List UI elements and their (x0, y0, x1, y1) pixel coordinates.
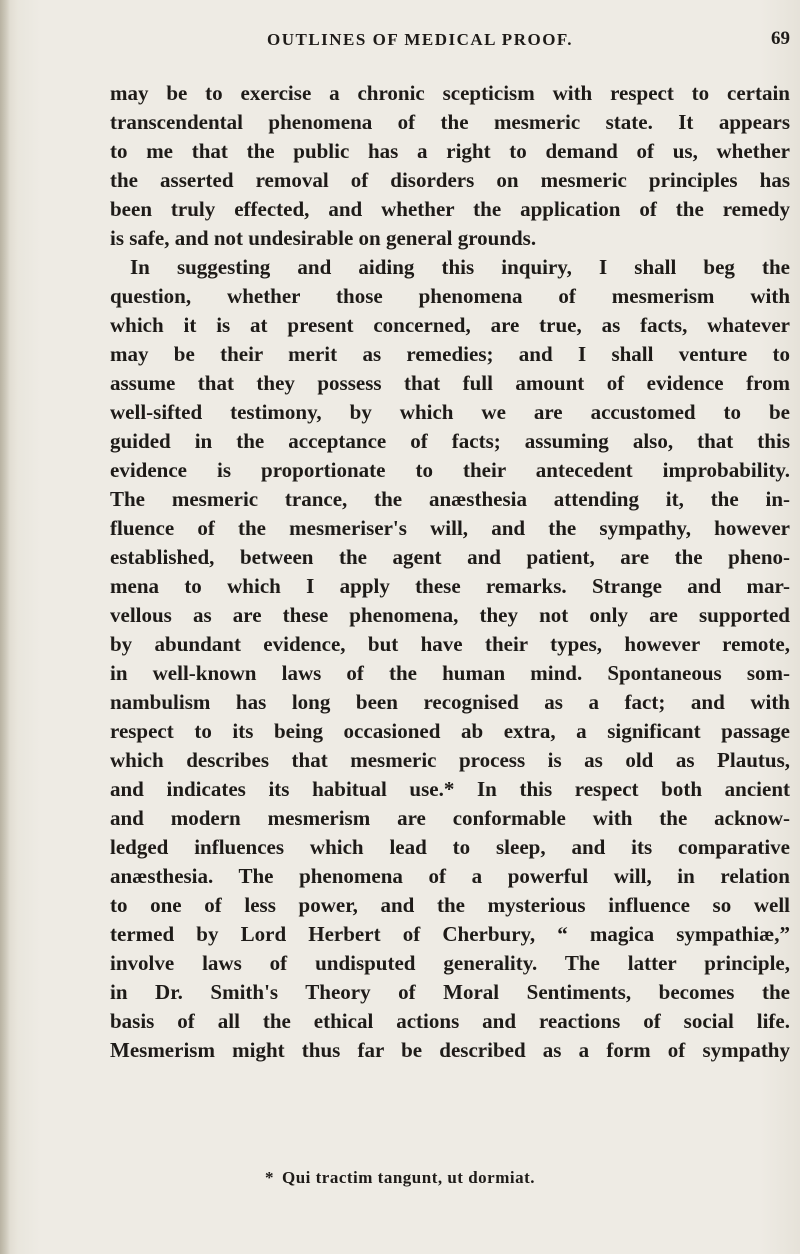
text-line: well-sifted testimony, by which we are accustomed to be (110, 400, 790, 424)
text-line: which describes that mesmeric process is as old as Plautus, (110, 748, 790, 772)
footnote-text: Qui tractim tangunt, ut dormiat. (281, 1168, 536, 1187)
text-line: Mesmerism might thus far be described as a form of sympathy (110, 1038, 790, 1062)
footnote (0, 1168, 800, 1194)
text-line: may be their merit as remedies; and I shall venture to (110, 342, 790, 366)
text-line: the asserted removal of disorders on mesmeric principles has (110, 168, 790, 192)
footnote-marker: * (264, 1168, 274, 1187)
text-line: to one of less power, and the mysterious influence so well (110, 893, 790, 917)
text-line: termed by Lord Herbert of Cherbury, “ magica sympathiæ,” (110, 922, 790, 946)
text-line: anæsthesia. The phenomena of a powerful will, in relation (110, 864, 790, 888)
text-line: guided in the acceptance of facts; assuming also, that this (110, 429, 790, 453)
text-line: in Dr. Smith's Theory of Moral Sentiments, becomes the (110, 980, 790, 1004)
running-head (100, 22, 790, 62)
text-line: is safe, and not undesirable on general grounds. (110, 226, 537, 250)
text-line: been truly effected, and whether the application of the remedy (110, 197, 790, 221)
gutter-shadow (0, 0, 10, 1254)
text-line: assume that they possess that full amount of evidence from (110, 371, 790, 395)
text-line: basis of all the ethical actions and reactions of social life. (110, 1009, 790, 1033)
text-line: to me that the public has a right to demand of us, whether (110, 139, 790, 163)
text-line: ledged influences which lead to sleep, and its comparative (110, 835, 790, 859)
text-line: fluence of the mesmeriser's will, and the sympathy, however (110, 516, 790, 540)
text-line: in well-known laws of the human mind. Spontaneous som- (110, 661, 790, 685)
text-line: question, whether those phenomena of mesmerism with (110, 284, 790, 308)
text-line: may be to exercise a chronic scepticism with respect to certain (110, 81, 790, 105)
text-line: by abundant evidence, but have their types, however remote, (110, 632, 790, 656)
text-line: vellous as are these phenomena, they not only are supported (110, 603, 790, 627)
text-line: evidence is proportionate to their antecedent improbability. (110, 458, 790, 482)
text-line: nambulism has long been recognised as a fact; and with (110, 690, 790, 714)
text-line: transcendental phenomena of the mesmeric state. It appears (110, 110, 790, 134)
text-line: respect to its being occasioned ab extra, a significant passage (110, 719, 790, 743)
text-line: In suggesting and aiding this inquiry, I shall beg the (130, 255, 790, 279)
text-line: which it is at present concerned, are true, as facts, whatever (110, 313, 790, 337)
text-line: and modern mesmerism are conformable with the acknow- (110, 806, 790, 830)
text-line: mena to which I apply these remarks. Strange and mar- (110, 574, 790, 598)
text-line: established, between the agent and patient, are the pheno- (110, 545, 790, 569)
page-number: 69 (771, 28, 790, 49)
text-line: and indicates its habitual use.* In this respect both ancient (110, 777, 790, 801)
running-title: OUTLINES OF MEDICAL PROOF. (266, 30, 573, 49)
text-line: The mesmeric trance, the anæsthesia attending it, the in- (110, 487, 790, 511)
text-line: involve laws of undisputed generality. The latter principle, (110, 951, 790, 975)
